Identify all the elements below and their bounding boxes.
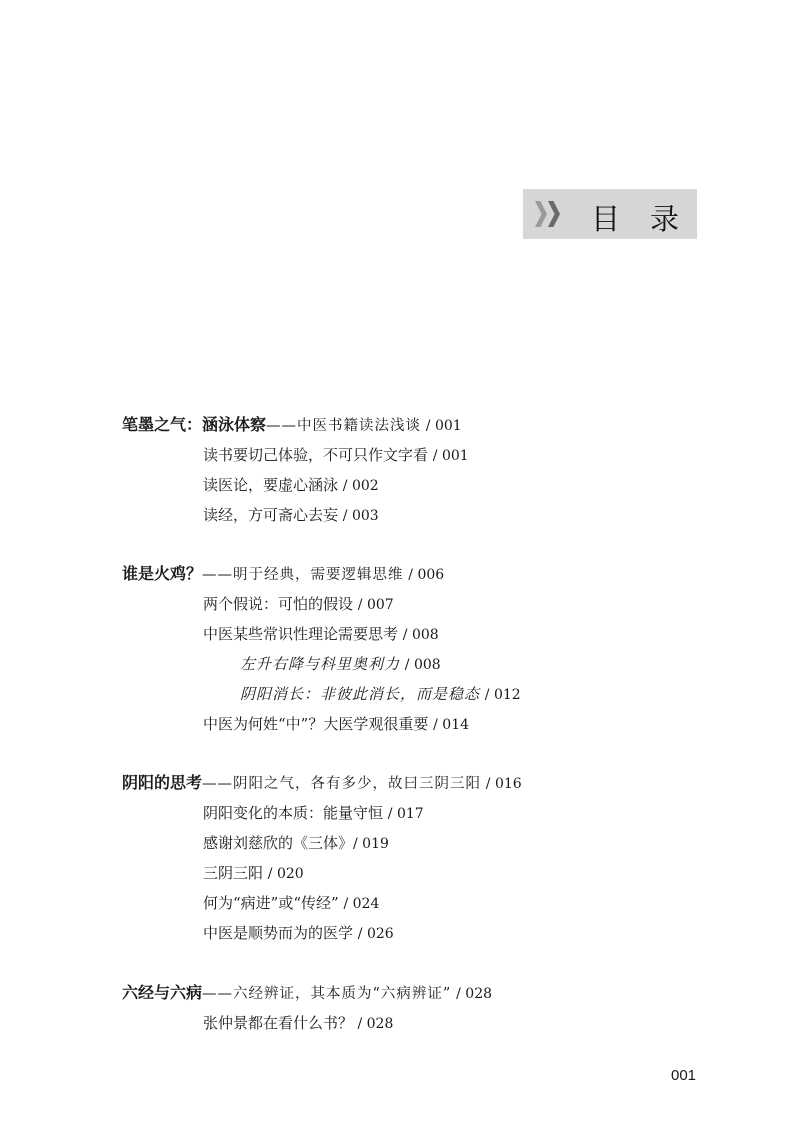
item-title: 读医论，要虚心涵泳 [203,476,339,494]
item-title: 中医是顺势而为的医学 [203,924,354,942]
section-subtitle: ——明于经典，需要逻辑思维 [202,567,404,583]
page-ref: / 002 [342,478,379,494]
toc-subitem[interactable] [240,684,521,705]
item-title: 中医某些常识性理论需要思考 [203,625,399,643]
toc-section-3[interactable] [122,773,522,794]
toc-item[interactable] [203,923,394,944]
toc-section-1[interactable] [122,415,462,436]
toc-section-4[interactable] [122,983,492,1004]
chevron-right-icon [535,201,547,227]
toc-section-2[interactable] [122,564,444,585]
toc-item[interactable] [203,863,304,884]
toc-item[interactable] [203,445,469,466]
toc-subitem[interactable] [240,654,441,675]
page-ref: / 028 [353,1016,394,1032]
page-ref: / 001 [425,418,462,434]
toc-item[interactable] [203,714,469,735]
subitem-title: 阴阳消长：非彼此消长，而是稳态 [240,685,481,703]
section-subtitle: ——中医书籍读法浅谈 [266,418,422,434]
page-ref: / 019 [353,836,389,852]
item-title: 张仲景都在看什么书？ [203,1014,354,1032]
page-ref: / 012 [484,687,521,703]
item-title: 两个假说：可怕的假设 [203,595,354,613]
page-ref: / 020 [267,866,304,882]
page-ref: / 014 [433,717,470,733]
page-number: 001 [671,1067,697,1084]
toc-item[interactable] [203,594,394,615]
toc-header [523,189,710,239]
page-ref: / 016 [485,776,522,792]
subitem-title: 左升右降与科里奥利力 [240,655,401,673]
page-ref: / 003 [342,508,379,524]
toc-item[interactable] [203,893,379,914]
section-subtitle: ——六经辨证，其本质为“六病辨证” [202,986,452,1002]
section-title: 阴阳的思考 [122,773,203,792]
toc-item[interactable] [203,803,424,824]
toc-item[interactable] [203,475,379,496]
toc-item[interactable] [203,1013,393,1034]
page-ref: / 017 [387,806,424,822]
page-ref: / 008 [402,627,439,643]
page-ref: / 006 [408,567,445,583]
page-ref: / 008 [404,657,441,673]
item-title: 三阴三阳 [203,864,264,882]
item-title: 读书要切己体验，不可只作文字看 [203,446,429,464]
section-subtitle: ——阴阳之气，各有多少，故曰三阴三阳 [202,776,482,792]
section-title: 谁是火鸡？ [122,564,203,583]
item-title: 何为“病进”或“传经” [203,894,339,912]
page-ref: / 001 [432,448,469,464]
page-title: 目录 [591,202,710,236]
section-title: 笔墨之气：涵泳体察 [122,415,267,434]
toc-item[interactable] [203,505,379,526]
section-title: 六经与六病 [122,983,203,1002]
item-title: 中医为何姓“中”？大医学观很重要 [203,715,429,733]
toc-item[interactable] [203,833,389,854]
chevron-right-icon [548,201,560,227]
page-ref: / 026 [357,926,394,942]
item-title: 读经，方可斋心去妄 [203,506,339,524]
page-ref: / 007 [357,597,394,613]
page-ref: / 028 [456,986,493,1002]
page-ref: / 024 [343,896,380,912]
item-title: 阴阳变化的本质：能量守恒 [203,804,384,822]
item-title: 感谢刘慈欣的《三体》 [203,834,354,852]
toc-item[interactable] [203,624,439,645]
